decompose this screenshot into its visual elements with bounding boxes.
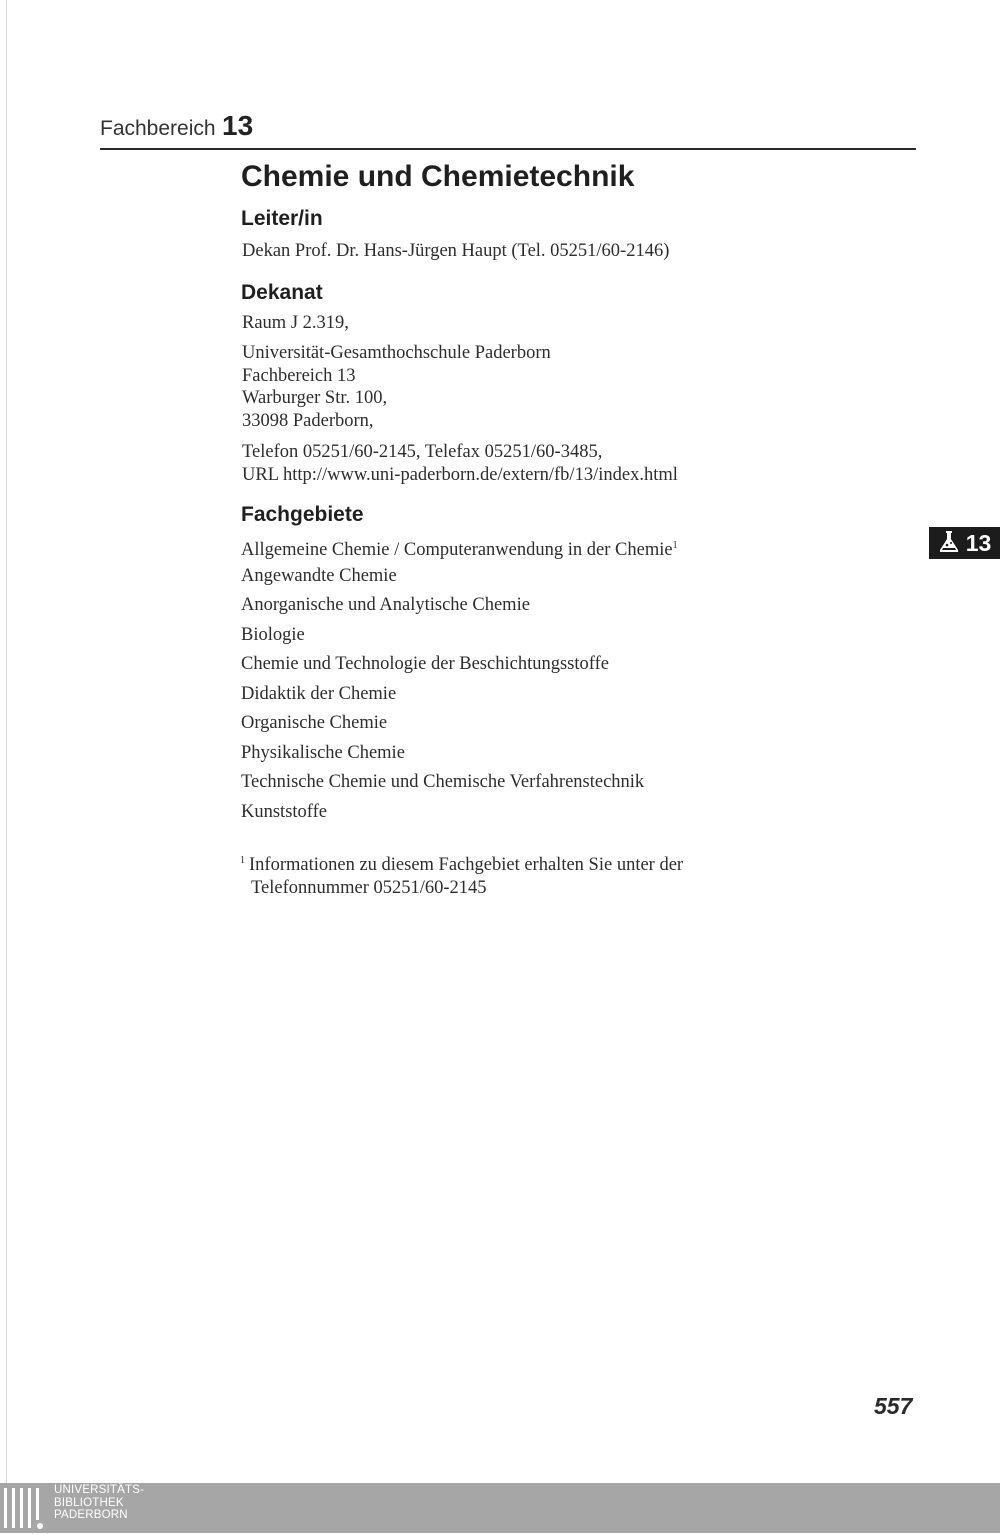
list-item: Biologie	[241, 624, 305, 645]
library-footer	[0, 1483, 1000, 1533]
footnote-mark: 1	[240, 855, 245, 866]
dekanat-address-line: 33098 Paderborn,	[242, 411, 374, 431]
library-name-line: UNIVERSITÄTS-	[54, 1484, 145, 1496]
leitung-text: Dekan Prof. Dr. Hans-Jürgen Haupt (Tel. 05251/60-2146)	[242, 241, 670, 261]
dekanat-room: Raum J 2.319,	[242, 313, 349, 333]
list-item: Technische Chemie und Chemische Verfahrenstechnik	[241, 772, 645, 792]
dekanat-contact-url: URL http://www.uni-paderborn.de/extern/fb/13/index.html	[242, 465, 678, 485]
page-title: Chemie und Chemietechnik	[241, 160, 635, 193]
thumb-index-tab	[929, 527, 1000, 559]
running-head	[100, 110, 916, 150]
dekanat-contact-phone: Telefon 05251/60-2145, Telefax 05251/60-3485,	[242, 442, 603, 462]
list-item: Physikalische Chemie	[241, 742, 405, 763]
page-edge	[6, 0, 7, 1483]
footnote-ref: 1	[672, 540, 678, 551]
page-number: 557	[874, 1393, 913, 1419]
thumb-tab-number: 13	[965, 529, 992, 556]
list-item: Kunststoffe	[241, 801, 327, 822]
list-item-label: Allgemeine Chemie / Computeranwendung in der Chemie	[241, 540, 673, 560]
library-name-line: BIBLIOTHEK	[54, 1496, 124, 1509]
library-name-line: PADERBORN	[54, 1509, 128, 1521]
running-head-label: Fachbereich	[100, 117, 216, 140]
list-item: Chemie und Technologie der Beschichtungsstoffe	[241, 654, 609, 674]
fachgebiete-list	[241, 534, 678, 829]
fachgebiete-heading: Fachgebiete	[241, 503, 364, 526]
list-item	[241, 534, 678, 564]
running-head-number: 13	[222, 110, 254, 141]
list-item: Anorganische und Analytische Chemie	[241, 595, 530, 615]
footnote-line: Informationen zu diesem Fachgebiet erhalten Sie unter der	[249, 855, 684, 875]
chemistry-flask-icon	[938, 529, 960, 558]
dekanat-address-line: Universität-Gesamthochschule Paderborn	[242, 343, 551, 363]
list-item: Angewandte Chemie	[241, 565, 397, 586]
dekanat-address-line: Warburger Str. 100,	[242, 388, 388, 408]
dekanat-heading: Dekanat	[241, 281, 323, 304]
library-name	[54, 1484, 144, 1522]
list-item: Didaktik der Chemie	[241, 683, 397, 704]
header-rule	[100, 148, 916, 150]
list-item: Organische Chemie	[241, 713, 388, 733]
leitung-heading: Leiter/in	[241, 207, 323, 230]
footnote-line: Telefonnummer 05251/60-2145	[251, 878, 487, 898]
dekanat-address-line: Fachbereich 13	[242, 366, 356, 386]
library-logo-bars-icon	[3, 1486, 47, 1530]
footnote	[240, 849, 683, 900]
